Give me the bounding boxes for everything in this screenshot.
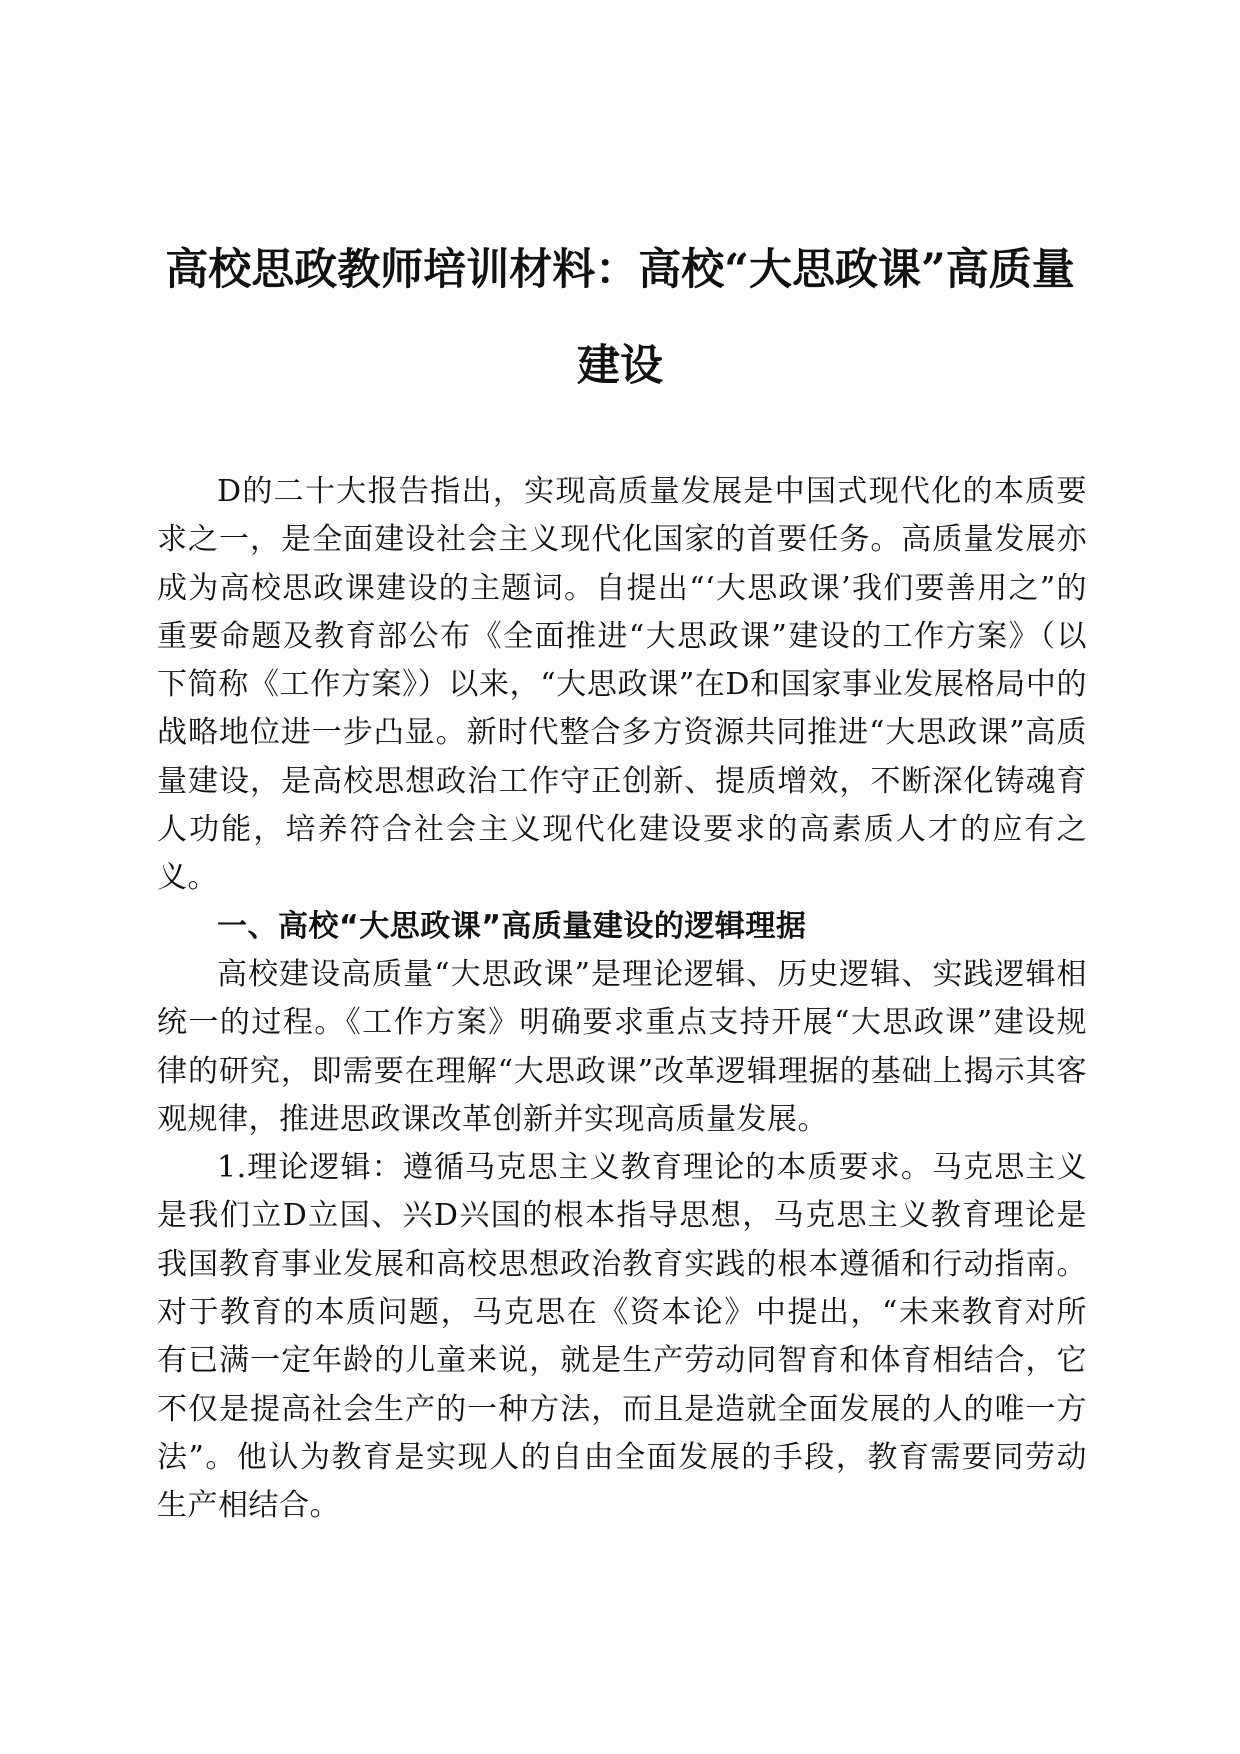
section-heading-1: 一、高校“大思政课”高质量建设的逻辑理据 — [217, 908, 807, 944]
document-body — [157, 468, 1087, 1531]
intro-paragraph: D的二十大报告指出，实现高质量发展是中国式现代化的本质要求之一，是全面建设社会主义现代化国家的首要任务。高质量发展亦成为高校思政课建设的主题词。自提出“‘大思政课’我们要善用之”的重要命题及教育部公布《全面推进“大思政课”建设的工作方案》（以下简称《工作方案》）以来，“大思政课”在D和国家事业发展格局中的战略地位进一步凸显。新时代整合多方资源共同推进“大思政课”高质量建设，是高校思想政治工作守正创新、提质增效，不断深化铸魂育人功能，培养符合社会主义现代化建设要求的高素质人才的应有之义。 — [157, 474, 1087, 896]
document-title: 高校思政教师培训材料：高校“大思政课”高质量建设 — [165, 245, 1075, 391]
section-1-paragraph-1: 高校建设高质量“大思政课”是理论逻辑、历史逻辑、实践逻辑相统一的过程。《工作方案》明确要求重点支持开展“大思政课”建设规律的研究，即需要在理解“大思政课”改革逻辑理据的基础上揭示其客观规律，推进思政课改革创新并实现高质量发展。 — [157, 956, 1087, 1137]
section-1-paragraph-2: 1.理论逻辑：遵循马克思主义教育理论的本质要求。马克思主义是我们立D立国、兴D兴国的根本指导思想，马克思主义教育理论是我国教育事业发展和高校思想政治教育实践的根本遵循和行动指南。对于教育的本质问题，马克思在《资本论》中提出，“未来教育对所有已满一定年龄的儿童来说，就是生产劳动同智育和体育相结合，它不仅是提高社会生产的一种方法，而且是造就全面发展的人的唯一方法”。他认为教育是实现人的自由全面发展的手段，教育需要同劳动生产相结合。 — [157, 1150, 1087, 1524]
